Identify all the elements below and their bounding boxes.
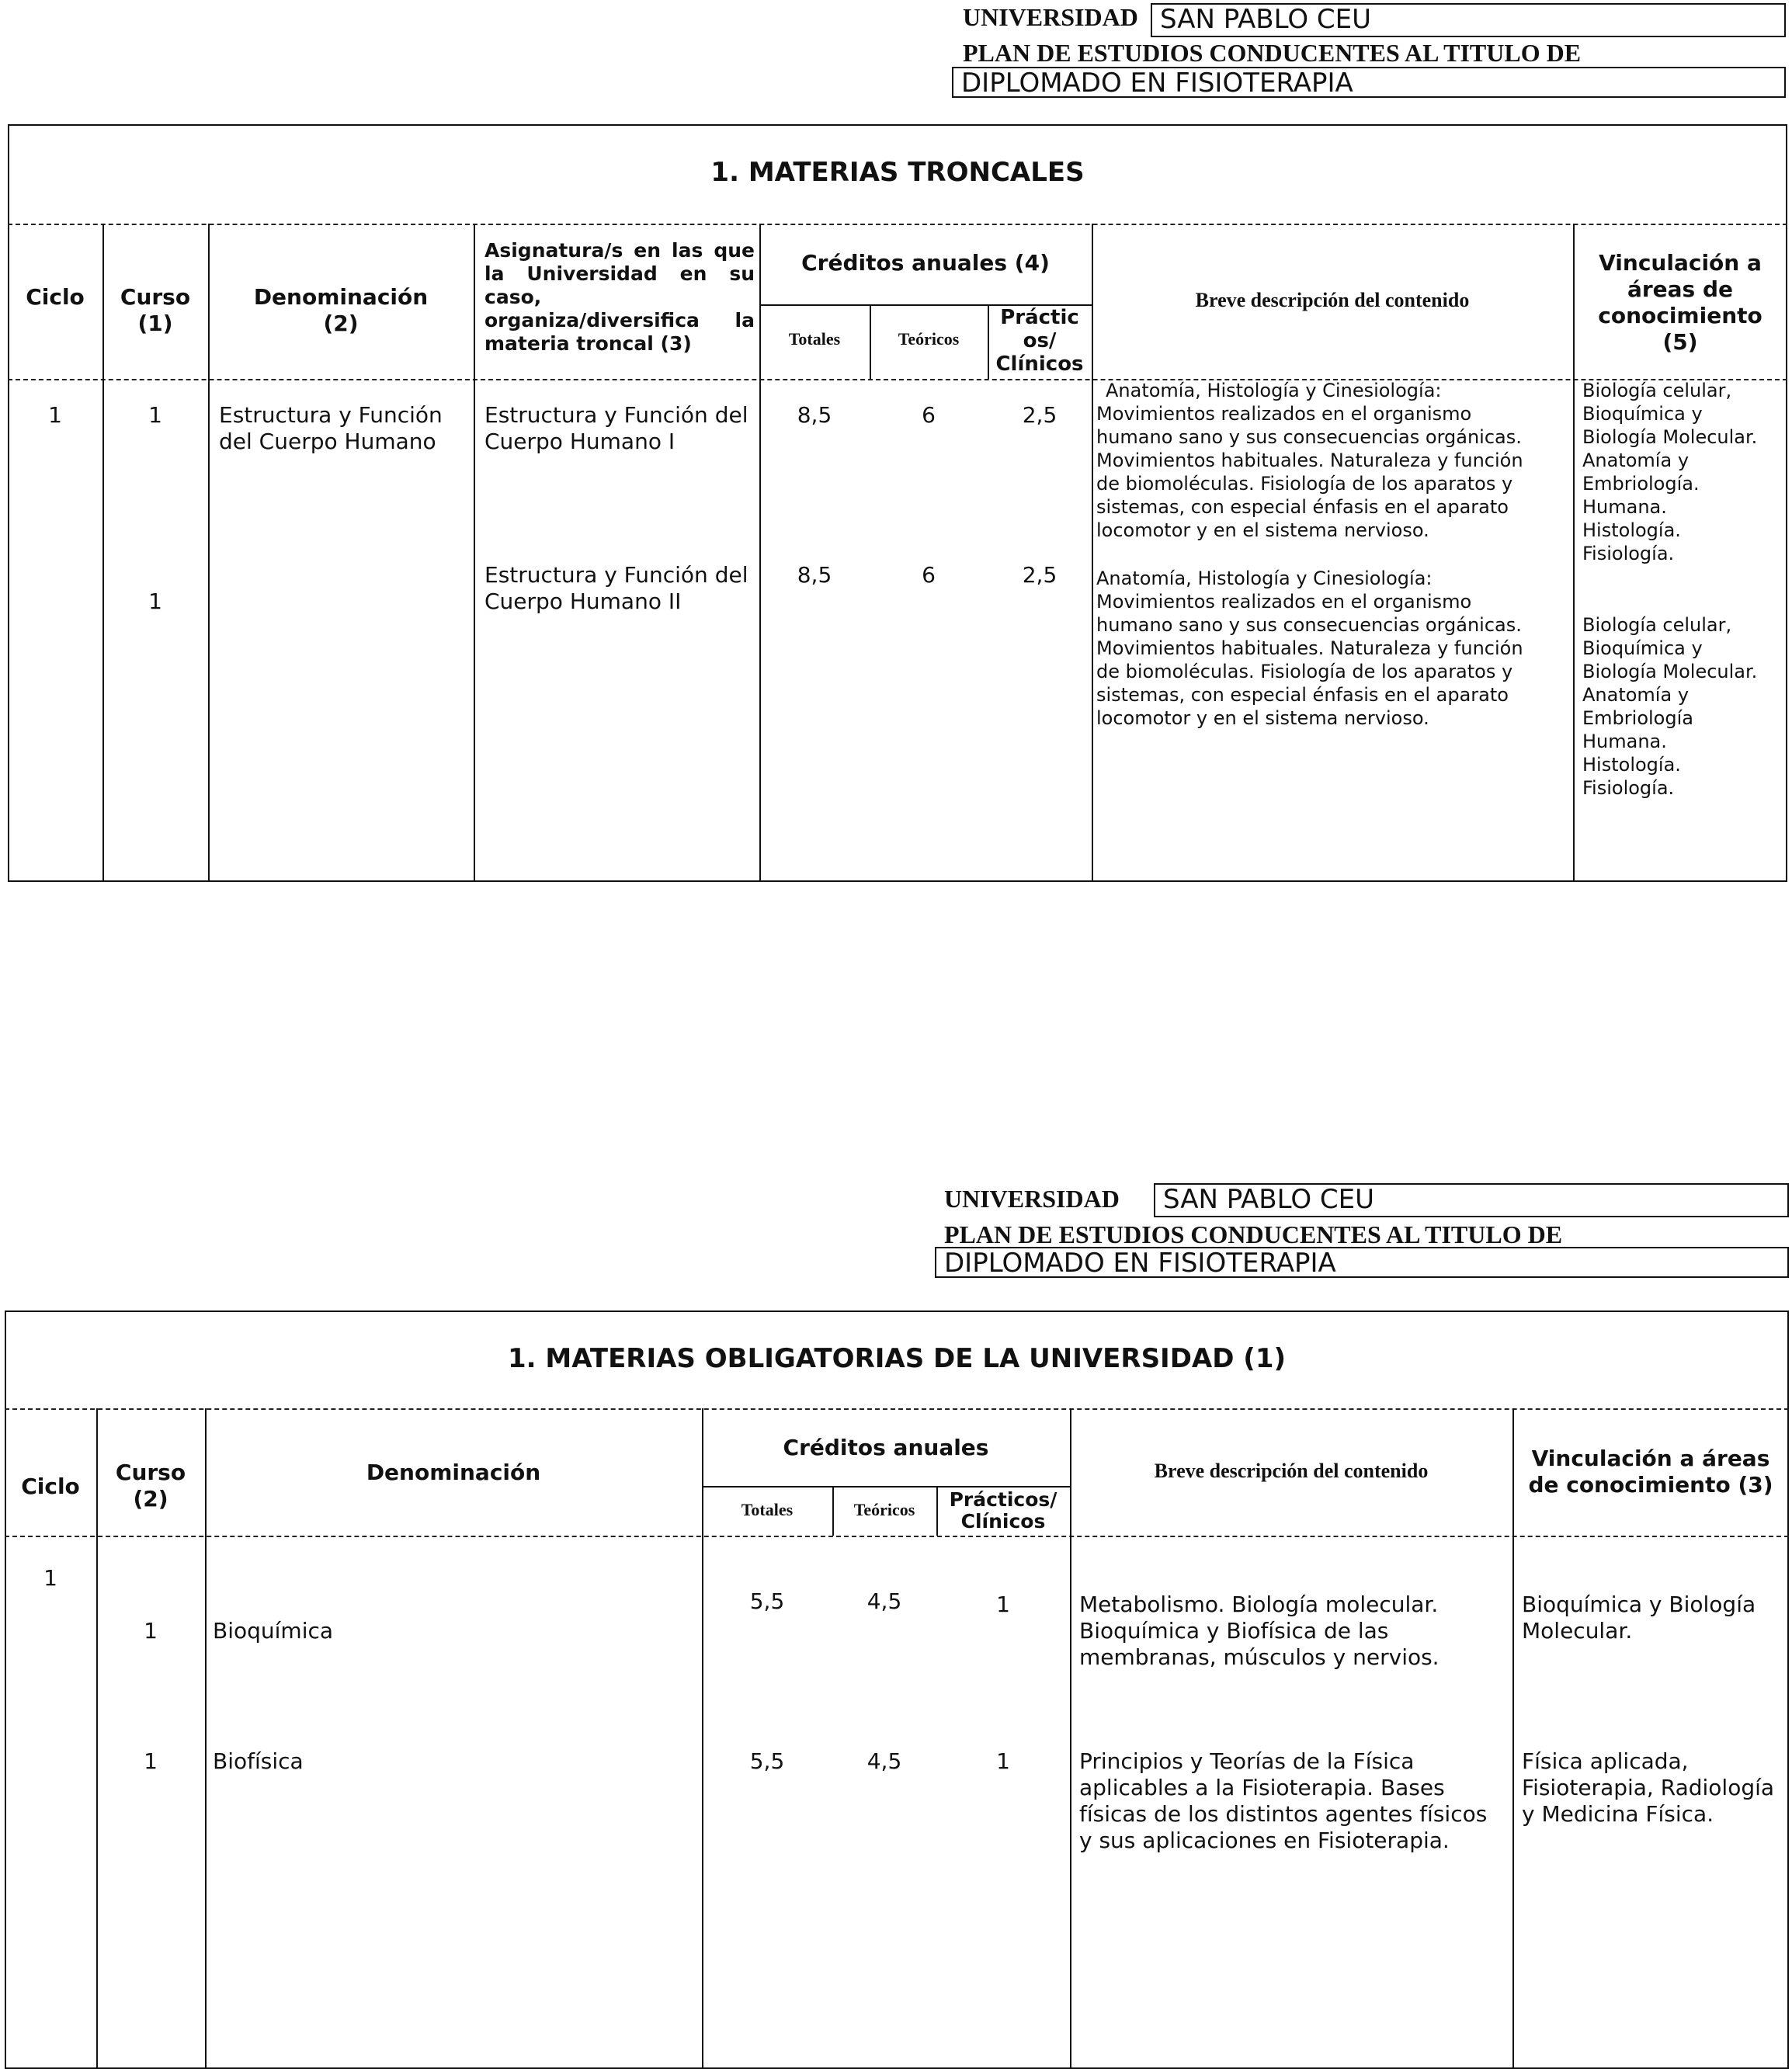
th-denominacion: Denominación: [253, 284, 429, 310]
t1-r1-curso: 1: [148, 402, 162, 428]
th2-curso-note: (2): [133, 1486, 168, 1512]
header1-titulo-field: DIPLOMADO EN FISIOTERAPIA: [952, 67, 1786, 98]
th-vinculacion-l1: Vinculación a: [1599, 250, 1762, 276]
t2-r1-areas: Bioquímica y Biología Molecular.: [1522, 1592, 1756, 1644]
t1-r2-descripcion: Anatomía, Histología y Cinesiología: Movimientos realizados en el organismo humano sano y sus consecuencias orgánicas. Movimientos habituales. Naturaleza y función de biomoléculas. Fisiología de los aparatos y sistemas, con especial énfasis en el aparato locomotor y en el sistema nervioso.: [1096, 568, 1523, 729]
t1-r2-practicos: 2,5: [1022, 562, 1057, 588]
th-asignatura-l5: materia troncal (3): [484, 332, 692, 355]
t2-r1-curso: 1: [144, 1618, 158, 1644]
th-teoricos: Teóricos: [898, 329, 960, 349]
th2-denominacion: Denominación: [366, 1460, 541, 1485]
th-asignatura-l4: organiza/diversifica la: [484, 309, 755, 332]
th-vinculacion-l3: conocimiento: [1598, 303, 1762, 328]
header1-universidad-label: UNIVERSIDAD: [963, 3, 1138, 31]
t1-r2-asignatura-l2: Cuerpo Humano II: [484, 588, 682, 614]
th2-practicos-l1: Prácticos/: [949, 1488, 1057, 1511]
th-ciclo: Ciclo: [26, 284, 85, 310]
th2-teoricos: Teóricos: [853, 1500, 915, 1519]
t2-r2-descripcion: Principios y Teorías de la Física aplicables a la Fisioterapia. Bases físicas de los distintos agentes físicos y sus aplicaciones en Fisioterapia.: [1079, 1748, 1488, 1853]
t2-r1-denominacion: Bioquímica: [213, 1618, 334, 1644]
t1-r2-totales: 8,5: [797, 562, 832, 588]
th-practicos-l1: Práctic: [1000, 306, 1079, 329]
t2-r2-practicos: 1: [996, 1748, 1010, 1774]
t2-r1-totales: 5,5: [749, 1588, 785, 1614]
th-vinculacion-l2: áreas de: [1627, 276, 1734, 302]
t2-ciclo: 1: [43, 1565, 57, 1591]
t1-r1-teoricos: 6: [922, 402, 936, 428]
t2-r2-curso: 1: [144, 1748, 158, 1774]
obligatorias-title: 1. MATERIAS OBLIGATORIAS DE LA UNIVERSIDAD (1): [507, 1343, 1287, 1374]
th2-curso: Curso: [115, 1460, 186, 1485]
header1-universidad-field: SAN PABLO CEU: [1151, 3, 1786, 37]
th-descripcion: Breve descripción del contenido: [1195, 289, 1470, 311]
t2-r1-practicos: 1: [996, 1592, 1010, 1617]
header1-plan-label: PLAN DE ESTUDIOS CONDUCENTES AL TITULO DE: [963, 39, 1582, 67]
th-practicos-l2: os/: [1023, 329, 1057, 352]
th-vinculacion-l4: (5): [1662, 329, 1698, 355]
th-curso-note: (1): [137, 311, 173, 336]
t2-r2-areas: Física aplicada, Fisioterapia, Radiología y Medicina Física.: [1522, 1748, 1775, 1827]
th2-totales: Totales: [741, 1500, 794, 1519]
th-creditos: Créditos anuales (4): [801, 250, 1050, 276]
t2-r1-descripcion: Metabolismo. Biología molecular. Bioquímica y Biofísica de las membranas, músculos y nervios.: [1079, 1592, 1440, 1670]
th-practicos-l3: Clínicos: [995, 352, 1084, 376]
t1-r1-asignatura-l1: Estructura y Función del: [484, 402, 748, 428]
t1-r1-ciclo: 1: [48, 402, 62, 428]
th-asignatura-l1: Asignatura/s en las que: [484, 239, 755, 262]
t1-r2-curso: 1: [148, 588, 162, 614]
troncales-title: 1. MATERIAS TRONCALES: [710, 157, 1085, 188]
header2-titulo-field: DIPLOMADO EN FISIOTERAPIA: [935, 1247, 1789, 1278]
t1-r1-totales: 8,5: [797, 402, 832, 428]
t1-r2-teoricos: 6: [922, 562, 936, 588]
th2-practicos-l2: Clínicos: [960, 1510, 1046, 1533]
t1-r1-practicos: 2,5: [1022, 402, 1057, 428]
th-denominacion-note: (2): [323, 311, 359, 336]
t1-r1-descripcion: Anatomía, Histología y Cinesiología: Movimientos realizados en el organismo humano sano y sus consecuencias orgánicas. Movimientos habituales. Naturaleza y función de biomoléculas. Fisiología de los aparatos y sistemas, con especial énfasis en el aparato locomotor y en el sistema nervioso.: [1096, 380, 1523, 541]
th-curso: Curso: [120, 284, 191, 310]
th2-ciclo: Ciclo: [21, 1474, 80, 1499]
th2-vinculacion-l2: de conocimiento (3): [1528, 1472, 1773, 1498]
th2-vinculacion-l1: Vinculación a áreas: [1531, 1446, 1770, 1471]
obligatorias-table: [5, 1310, 1789, 2069]
t2-r2-totales: 5,5: [749, 1748, 785, 1774]
th-asignatura-l3: caso,: [484, 286, 542, 308]
t1-r1-denominacion-l2: del Cuerpo Humano: [219, 429, 436, 454]
th-totales: Totales: [788, 329, 841, 349]
header2-universidad-field: SAN PABLO CEU: [1154, 1183, 1789, 1217]
t2-r1-teoricos: 4,5: [866, 1588, 902, 1614]
t1-r2-asignatura-l1: Estructura y Función del: [484, 562, 748, 588]
th-asignatura-l2: la Universidad en su: [484, 262, 755, 285]
t1-r1-denominacion-l1: Estructura y Función: [219, 402, 443, 428]
header2-plan-label: PLAN DE ESTUDIOS CONDUCENTES AL TITULO DE: [944, 1220, 1563, 1248]
header2-universidad-label: UNIVERSIDAD: [944, 1185, 1120, 1213]
t2-r2-teoricos: 4,5: [866, 1748, 902, 1774]
t1-r1-areas: Biología celular, Bioquímica y Biología Molecular. Anatomía y Embriología. Humana. Histología. Fisiología.: [1582, 380, 1758, 564]
t1-r2-areas: Biología celular, Bioquímica y Biología Molecular. Anatomía y Embriología Humana. Histología. Fisiología.: [1582, 614, 1758, 799]
th2-descripcion: Breve descripción del contenido: [1154, 1460, 1429, 1482]
t2-r2-denominacion: Biofísica: [213, 1748, 304, 1774]
th2-creditos: Créditos anuales: [783, 1435, 989, 1460]
t1-r1-asignatura-l2: Cuerpo Humano I: [484, 429, 675, 454]
